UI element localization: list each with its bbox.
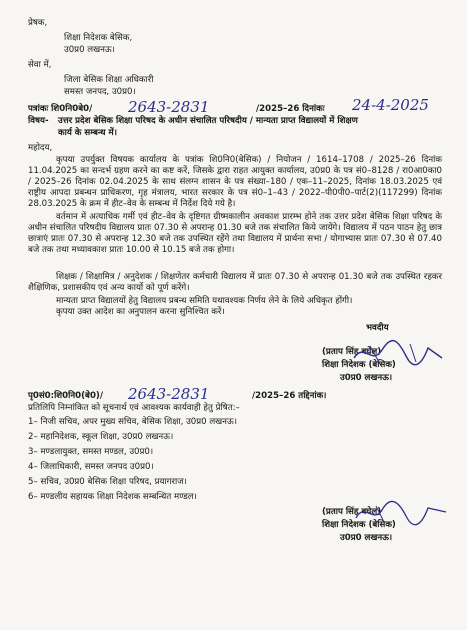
- signature2-title: शिक्षा निदेशक (बेसिक): [322, 520, 396, 530]
- copy-item: 6– मण्डलीय सहायक शिक्षा निदेशक सम्बन्धित मण्डल।: [28, 492, 197, 502]
- reference-date-label: /2025–26 दिनांकः: [256, 104, 325, 114]
- body-paragraph-5: कृपया उक्त आदेश का अनुपालन करना सुनिश्चित करें।: [56, 307, 225, 317]
- copy-item: 1– निजी सचिव, अपर मुख्य सचिव, बेसिक शिक्षा, उ0प्र0 लखनऊ।: [28, 417, 237, 427]
- copy-item: 5– सचिव, उ0प्र0 बेसिक शिक्षा परिषद, प्रयागराज।: [28, 477, 187, 487]
- copy-handwritten-number: 2643-2831: [128, 385, 210, 403]
- subject-label: विषय-: [28, 116, 49, 126]
- recipient-place: समस्त जनपद, उ0प्र0।: [64, 87, 136, 97]
- reference-handwritten-number: 2643-2831: [128, 98, 210, 116]
- body-paragraph-4: मान्यता प्राप्त विद्यालयों हेतु विद्यालय प्रबन्ध समिति यथावश्यक निर्णय लेने के लिये अधिकृत होंगी।: [56, 296, 353, 306]
- subject-line-2: कार्य के सम्बन्ध में।: [58, 128, 117, 138]
- signature1-place: उ0प्र0 लखनऊ।: [340, 373, 393, 383]
- to-label: सेवा में,: [28, 60, 52, 70]
- subject-line-1: उत्तर प्रदेश बेसिक शिक्षा परिषद के अधीन संचालित परिषदीय / मान्यता प्राप्त विद्यालयों में शिक्षण: [58, 116, 358, 126]
- copy-reference-label: पृ0सं0:शि0नि0(बे0)/: [28, 391, 103, 401]
- recipient-title: जिला बेसिक शिक्षा अधिकारी: [64, 75, 154, 85]
- signature1-name: (प्रताप सिंह बघेल): [322, 347, 382, 357]
- signature1-scribble: [350, 336, 450, 370]
- body-paragraph-2: वर्तमान में अत्याधिक गर्मी एवं हीट–वेव के दृष्टिगत ग्रीष्मकालीन अवकाश प्रारम्भ होने तक उत्तर प्रदेश बेसिक शिक्षा परिषद के अधीन संचालित परिषदीय विद्यालय प्रातः 07.30 से अपरान्ह 01.30 बजे तक संचालित किये जायेंगे। विद्यालय में पठन पाठन हेतु छात्र छात्राएं प्रातः 07.30 से अपरान्ह 12.30 बजे तक उपस्थित रहेंगे तथा विद्यालय में प्रार्थना सभा / योगाभ्यास प्रातः 07.30 से 07.40 बजे तक तथा मध्यावकाश प्रातः 10.00 से 10.15 बजे तक होगा।: [28, 212, 442, 255]
- sender-name: शिक्षा निदेशक बेसिक,: [64, 33, 133, 43]
- signature2-scribble: [352, 498, 452, 528]
- sender-place: उ0प्र0 लखनऊ।: [64, 45, 115, 55]
- copy-item: 4– जिलाधिकारी, समस्त जनपद उ0प्र0।: [28, 462, 154, 472]
- copy-item: 2– महानिदेशक, स्कूल शिक्षा, उ0प्र0 लखनऊ।: [28, 432, 174, 442]
- signature1-title: शिक्षा निदेशक (बेसिक): [322, 360, 396, 370]
- closing-bhavdiya: भवदीय: [366, 323, 389, 333]
- reference-label: पत्रांकः शि0नि0बे0/: [28, 104, 93, 114]
- body-paragraph-1: कृपया उपर्युक्त विषयक कार्यालय के पत्रांक शि0नि0(बेसिक) / नियोजन / 1614–1708 / 2025–26 दिनांक 11.04.2025 का सन्दर्भ ग्रहण करने का कष्ट करें, जिसके द्वारा राहत आयुक्त कार्यालय, उ0प्र0 के पत्र सं0–8128 / रा0आ0का0 / 2025–26 दिनांक 02.04.2025 के साथ संलग्न शासन के पत्र संख्या–180 / एक–11–2025, दिनांक 18.03.2025 एवं राष्ट्रीय आपदा प्रबन्धन प्राधिकरण, गृह मंत्रालय, भारत सरकार के पत्र सं0–1–43 / 2022–पी0पी0–पार्ट(2)(117299) दिनांक 28.03.2025 के क्रम में हीट–वेव के सम्बन्ध में निर्देश दिये गये है।: [28, 155, 442, 209]
- copy-intro: प्रतिलिपि निम्नांकित को सूचनार्थ एवं आवश्यक कार्यवाही हेतु प्रेषित:–: [28, 403, 240, 413]
- reference-handwritten-date: 24-4-2025: [352, 96, 429, 114]
- copy-date-label: /2025–26 तद्दिनांक।: [252, 391, 327, 401]
- sender-label: प्रेषक,: [28, 18, 48, 28]
- copy-item: 3– मण्डलायुक्त, समस्त मण्डल, उ0प्र0।: [28, 447, 154, 457]
- body-paragraph-3: शिक्षक / शिक्षामित्र / अनुदेशक / शिक्षणेतर कर्मचारी विद्यालय में प्रातः 07.30 से अपरान्ह 01.30 बजे तक उपस्थित रहकर शैक्षिणिक, प्रशासकीय एवं अन्य कार्यो को पूर्ण करेंगे।: [28, 272, 442, 293]
- salutation: महोदय,: [28, 143, 53, 153]
- signature2-place: उ0प्र0 लखनऊ।: [340, 533, 393, 543]
- signature2-name: (प्रताप सिंह बघेल): [322, 507, 382, 517]
